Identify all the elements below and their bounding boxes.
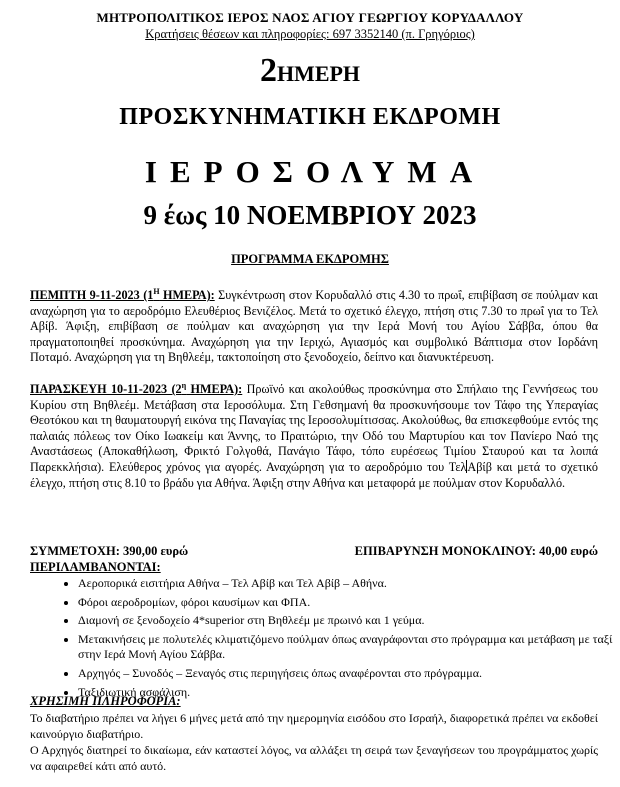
passport-info: Το διαβατήριο πρέπει να λήγει 6 μήνες μετά από την ημερομηνία εισόδου στο Ισραήλ, διαφορετικά πρέπει να εκδοθεί καινούργιο διαβατήριο. xyxy=(30,711,598,741)
trip-dates: 9 έως 10 ΝΟΕΜΒΡΙΟΥ 2023 xyxy=(143,200,477,230)
destination-title: ΙΕΡΟΣΟΛΥΜΑ xyxy=(144,154,486,189)
day1-paragraph xyxy=(30,284,598,366)
list-item: • Μετακινήσεις με πολυτελές κλιματιζόμενο πούλμαν όπως αναγράφονται στο πρόγραμμα και μετάβαση με ταξί στην Ιερά Μονή Αγίου Σάββα. xyxy=(78,632,618,663)
useful-info-heading: ΧΡΗΣΙΜΗ ΠΛΗΡΟΦΟΡΙΑ: xyxy=(30,694,181,708)
contact-text: Κρατήσεις θέσεων και πληροφορίες: 697 3352140 (π. Γρηγόριος) xyxy=(145,27,475,41)
days-word: ΗΜΕΡΗ xyxy=(276,61,361,86)
day1-text: Συγκέντρωση στον Κορυδαλλό στις 4.30 το πρωΐ, επιβίβαση σε πούλμαν και αναχώρηση για το αεροδρόμιο Ελευθέριος Βενιζέλος. Μετά το σχετικό έλεγχο, πτήση στις 7.30 το πρωΐ για το Τελ Αβίβ. Άφιξη, επιβίβαση σε πούλμαν και αναχώρηση για την Ιερά Μονή του Αγίου Σάββα, όπου θα πραγματοποιηθεί προσκύνημα. Αναχώρηση για την Ιεριχώ, Αγιασμός και συμβολικό Βάπτισμα στον Ιορδάνη Ποταμό. Αναχώρηση για τη Βηθλεέμ, τακτοποίηση στο ξενοδοχείο, δείπνο και διανυκτέρευση. xyxy=(30,288,598,365)
program-heading xyxy=(0,252,620,267)
list-item: • Διαμονή σε ξενοδοχείο 4*superior στη Βηθλεέμ με πρωινό και 1 γεύμα. xyxy=(78,613,618,629)
trip-subtitle: ΠΡΟΣΚΥΝΗΜΑΤΙΚΗ ΕΚΔΡΟΜΗ xyxy=(119,104,501,130)
day2-paragraph xyxy=(30,378,598,491)
list-item: • Ταξιδιωτική ασφάλιση. xyxy=(78,685,618,701)
participation-fee: ΣΥΜΜΕΤΟΧΗ: 390,00 ευρώ xyxy=(30,544,189,558)
list-item: • Φόροι αεροδρομίων, φόροι καυσίμων και ΦΠΑ. xyxy=(78,595,618,611)
list-item: • Αρχηγός – Συνοδός – Ξεναγός στις περιηγήσεις όπως αναφέρονται στο πρόγραμμα. xyxy=(78,666,618,682)
day2-label xyxy=(30,382,242,396)
list-item: • Αεροπορικά εισιτήρια Αθήνα – Τελ Αβίβ και Τελ Αβίβ – Αθήνα. xyxy=(78,576,618,592)
day2-text-a: Πρωϊνό και ακολούθως προσκύνημα στο Σπήλαιο της Γεννήσεως του Κυρίου στη Βηθλεέμ. Μετάβαση στα Ιεροσόλυμα. Στη Γεθσημανή θα προσκυνήσουμε τον Τάφο της Υπεραγίας Θεοτόκου και τη θαυματουργή εικόνα της Παναγίας της Ιεροσολυμίτισσας. Ακολούθως, θα επισκεφθούμε εντός της παλαιάς πόλεως τον Οίκο Ιωακείμ και Άννης, το Πραιτώριο, την Οδό του Μαρτυρίου και τον Πανίερο Ναό της Αναστάσεως (Αποκαθήλωση, Φρικτό Γολγοθά, Πανάγιο Τάφο, τόπο ευρέσεως Τιμίου Σταυρού και τα λοιπά Παρεκκλήσια). Ελεύθερος χρόνος για αγορές. Αναχώρηση για το αεροδρόμιο του Τελ xyxy=(30,382,598,475)
organization-name: ΜΗΤΡΟΠΟΛΙΤΙΚΟΣ ΙΕΡΟΣ ΝΑΟΣ ΑΓΙΟΥ ΓΕΩΡΓΙΟΥ ΚΟΡΥΔΑΛΛΟΥ xyxy=(96,10,524,25)
contact-line xyxy=(0,27,620,42)
day2-label-start: ΠΑΡΑΣΚΕΥΗ 10-11-2023 (2 xyxy=(30,382,182,397)
leader-rights-info: Ο Αρχηγός διατηρεί το δικαίωμα, εάν καταστεί λόγος, να αλλάξει τη σειρά των ξεναγήσεων του προγράμματος χωρίς να αφαιρεθεί κάτι από αυτό. xyxy=(30,743,598,773)
program-heading-text: ΠΡΟΓΡΑΜΜΑ ΕΚΔΡΟΜΗΣ xyxy=(231,252,389,266)
day1-label-start: ΠΕΜΠΤΗ 9-11-2023 (1 xyxy=(30,288,154,303)
single-supplement-fee: ΕΠΙΒΑΡΥΝΣΗ ΜΟΝΟΚΛΙΝΟΥ: 40,00 ευρώ xyxy=(354,544,598,558)
day2-label-end: ΗΜΕΡΑ): xyxy=(186,382,243,397)
includes-heading: ΠΕΡΙΛΑΜΒΑΝΟΝΤΑΙ: xyxy=(30,560,161,574)
trip-duration-title xyxy=(0,54,620,88)
day1-label xyxy=(30,288,215,302)
day2-text-b: Αβίβ και μετά το σχετικό έλεγχο, πτήση στις 8.10 το βράδυ για Αθήνα. Άφιξη στην Αθήνα και μεταφορά με πούλμαν στον Κορυδαλλό. xyxy=(30,460,598,490)
day2-label-superscript: η xyxy=(181,381,187,390)
day1-label-end: ΗΜΕΡΑ): xyxy=(159,288,215,303)
day1-label-superscript: Η xyxy=(153,287,160,296)
days-number: 2 xyxy=(259,52,277,89)
includes-list xyxy=(58,576,618,703)
